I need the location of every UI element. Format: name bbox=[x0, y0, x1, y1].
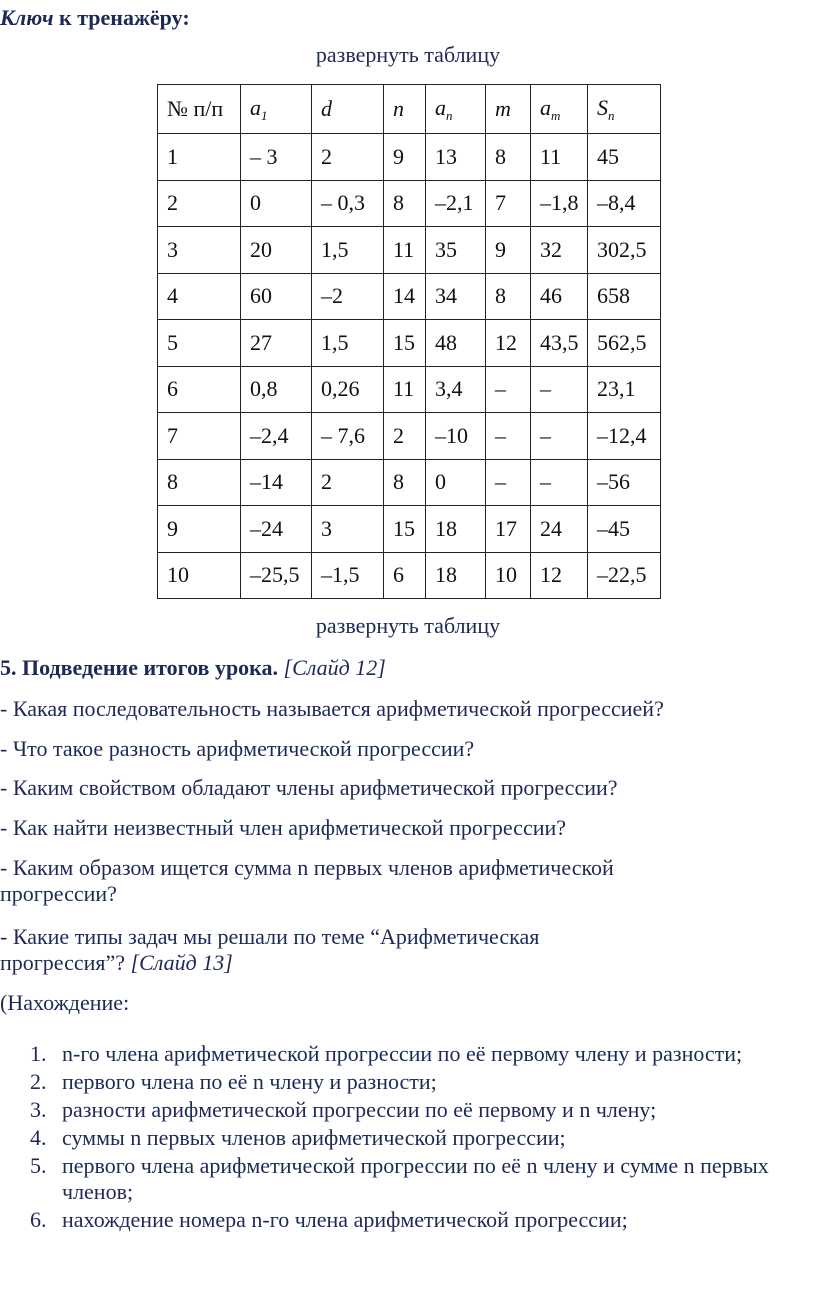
table-cell: –14 bbox=[241, 459, 312, 506]
list-item-number: 4. bbox=[30, 1125, 47, 1150]
table-cell: 3 bbox=[158, 227, 241, 274]
table-cell: 6 bbox=[384, 552, 426, 599]
table-cell: – bbox=[531, 413, 588, 460]
table-cell: 1,5 bbox=[312, 320, 384, 367]
table-cell: 43,5 bbox=[531, 320, 588, 367]
question-4: - Как найти неизвестный член арифметической прогрессии? bbox=[0, 815, 567, 840]
list-item bbox=[0, 1097, 800, 1123]
table-row bbox=[158, 366, 661, 413]
table-cell: 8 bbox=[486, 134, 531, 181]
table-cell: 18 bbox=[426, 552, 486, 599]
table-cell: 27 bbox=[241, 320, 312, 367]
table-cell: 7 bbox=[486, 180, 531, 227]
table-cell: –1,8 bbox=[531, 180, 588, 227]
table-cell: 12 bbox=[531, 552, 588, 599]
section-title-text: 5. Подведение итогов урока. bbox=[0, 655, 279, 680]
list-item-number: 1. bbox=[30, 1041, 47, 1066]
table-cell: – bbox=[486, 459, 531, 506]
list-item-text: нахождение номера n-го члена арифметической прогрессии; bbox=[62, 1207, 628, 1232]
table-cell: 1,5 bbox=[312, 227, 384, 274]
heading-rest: к тренажёру: bbox=[53, 5, 190, 30]
table-cell: 8 bbox=[384, 459, 426, 506]
table-cell: 13 bbox=[426, 134, 486, 181]
table-cell: 0 bbox=[426, 459, 486, 506]
table-cell: 10 bbox=[486, 552, 531, 599]
table-cell: 8 bbox=[158, 459, 241, 506]
list-item bbox=[0, 1069, 800, 1095]
table-cell: –1,5 bbox=[312, 552, 384, 599]
table-cell: 9 bbox=[384, 134, 426, 181]
table-cell: –24 bbox=[241, 506, 312, 553]
question-5: - Каким образом ищется сумма n первых членов арифметической прогрессии? bbox=[0, 855, 614, 907]
table-cell: –2,1 bbox=[426, 180, 486, 227]
section-heading bbox=[0, 5, 190, 31]
header-m: m bbox=[486, 85, 531, 134]
list-item bbox=[0, 1207, 800, 1233]
table-row bbox=[158, 227, 661, 274]
table-cell: 15 bbox=[384, 320, 426, 367]
table-cell: – 0,3 bbox=[312, 180, 384, 227]
table-cell: 658 bbox=[588, 273, 661, 320]
question-1: - Какая последовательность называется арифметической прогрессией? bbox=[0, 696, 664, 721]
list-item-number: 6. bbox=[30, 1207, 47, 1232]
table-cell: –12,4 bbox=[588, 413, 661, 460]
table-cell: – bbox=[531, 366, 588, 413]
table-cell: 1 bbox=[158, 134, 241, 181]
table-cell: – 3 bbox=[241, 134, 312, 181]
table-cell: 6 bbox=[158, 366, 241, 413]
table-cell: 45 bbox=[588, 134, 661, 181]
table-cell: 8 bbox=[486, 273, 531, 320]
list-item bbox=[0, 1125, 800, 1151]
section-title bbox=[0, 655, 386, 681]
table-cell: 14 bbox=[384, 273, 426, 320]
table-cell: 0 bbox=[241, 180, 312, 227]
table-cell: 24 bbox=[531, 506, 588, 553]
header-a1: $a_1$ bbox=[241, 85, 312, 134]
table-cell: 302,5 bbox=[588, 227, 661, 274]
table-row bbox=[158, 552, 661, 599]
table-cell: 5 bbox=[158, 320, 241, 367]
table-row bbox=[158, 134, 661, 181]
task-types-list bbox=[0, 1041, 800, 1235]
table-row bbox=[158, 506, 661, 553]
list-item bbox=[0, 1041, 800, 1067]
table-cell: – bbox=[486, 413, 531, 460]
question-6: - Какие типы задач мы решали по теме “Арифметическая прогрессия”? [Слайд 13] bbox=[0, 924, 540, 976]
table-cell: 60 bbox=[241, 273, 312, 320]
table-cell: –25,5 bbox=[241, 552, 312, 599]
header-am: $a_m$ bbox=[531, 85, 588, 134]
table-cell: 0,26 bbox=[312, 366, 384, 413]
table-cell: –2 bbox=[312, 273, 384, 320]
table-cell: – bbox=[486, 366, 531, 413]
table-cell: 46 bbox=[531, 273, 588, 320]
slide-reference: [Слайд 12] bbox=[278, 655, 386, 680]
expand-table-link-bottom[interactable]: развернуть таблицу bbox=[315, 613, 501, 638]
table-cell: –2,4 bbox=[241, 413, 312, 460]
table-cell: 8 bbox=[384, 180, 426, 227]
answer-key-table bbox=[157, 84, 661, 599]
list-item-text: n-го члена арифметической прогрессии по её первому члену и разности; bbox=[62, 1041, 743, 1066]
table-cell: 34 bbox=[426, 273, 486, 320]
table-cell: 18 bbox=[426, 506, 486, 553]
table-cell: – bbox=[531, 459, 588, 506]
header-d: d bbox=[312, 85, 384, 134]
table-cell: 35 bbox=[426, 227, 486, 274]
table-cell: –45 bbox=[588, 506, 661, 553]
table-cell: 562,5 bbox=[588, 320, 661, 367]
table-cell: 17 bbox=[486, 506, 531, 553]
table-row bbox=[158, 413, 661, 460]
table-cell: – 7,6 bbox=[312, 413, 384, 460]
table-cell: 2 bbox=[384, 413, 426, 460]
list-item bbox=[0, 1153, 800, 1205]
list-item-text: разности арифметической прогрессии по её первому и n члену; bbox=[62, 1097, 657, 1122]
table-row bbox=[158, 180, 661, 227]
list-item-number: 3. bbox=[30, 1097, 47, 1122]
table-cell: 12 bbox=[486, 320, 531, 367]
table-cell: 2 bbox=[158, 180, 241, 227]
table-row bbox=[158, 459, 661, 506]
table-cell: 11 bbox=[384, 366, 426, 413]
header-number: № п/п bbox=[158, 85, 241, 134]
table-cell: 9 bbox=[486, 227, 531, 274]
header-n: n bbox=[384, 85, 426, 134]
list-item-text: первого члена по её n члену и разности; bbox=[62, 1069, 437, 1094]
header-an: $a_n$ bbox=[426, 85, 486, 134]
table-cell: –22,5 bbox=[588, 552, 661, 599]
table-row bbox=[158, 320, 661, 367]
table-cell: 23,1 bbox=[588, 366, 661, 413]
table-cell: 20 bbox=[241, 227, 312, 274]
table-cell: 11 bbox=[384, 227, 426, 274]
table-cell: 7 bbox=[158, 413, 241, 460]
table-cell: 10 bbox=[158, 552, 241, 599]
table-cell: 0,8 bbox=[241, 366, 312, 413]
table-cell: 3,4 bbox=[426, 366, 486, 413]
list-item-text: первого члена арифметической прогрессии по её n члену и сумме n первых членов; bbox=[62, 1153, 769, 1204]
header-sn: $S_n$ bbox=[588, 85, 661, 134]
table-cell: 32 bbox=[531, 227, 588, 274]
table-cell: 2 bbox=[312, 459, 384, 506]
table-cell: –56 bbox=[588, 459, 661, 506]
note-text: (Нахождение: bbox=[0, 990, 130, 1015]
question-3: - Каким свойством обладают члены арифметической прогрессии? bbox=[0, 775, 618, 800]
table-cell: –8,4 bbox=[588, 180, 661, 227]
table-cell: 48 bbox=[426, 320, 486, 367]
expand-table-link-top[interactable]: развернуть таблицу bbox=[315, 42, 501, 67]
table-row bbox=[158, 273, 661, 320]
table-cell: 4 bbox=[158, 273, 241, 320]
heading-italic: Ключ bbox=[0, 5, 54, 30]
table-cell: 15 bbox=[384, 506, 426, 553]
list-item-text: суммы n первых членов арифметической прогрессии; bbox=[62, 1125, 566, 1150]
list-item-number: 2. bbox=[30, 1069, 47, 1094]
table-cell: –10 bbox=[426, 413, 486, 460]
table-cell: 9 bbox=[158, 506, 241, 553]
table-header-row bbox=[158, 85, 661, 134]
question-2: - Что такое разность арифметической прогрессии? bbox=[0, 736, 475, 761]
list-item-number: 5. bbox=[30, 1153, 47, 1178]
table-cell: 3 bbox=[312, 506, 384, 553]
table-cell: 11 bbox=[531, 134, 588, 181]
table-cell: 2 bbox=[312, 134, 384, 181]
